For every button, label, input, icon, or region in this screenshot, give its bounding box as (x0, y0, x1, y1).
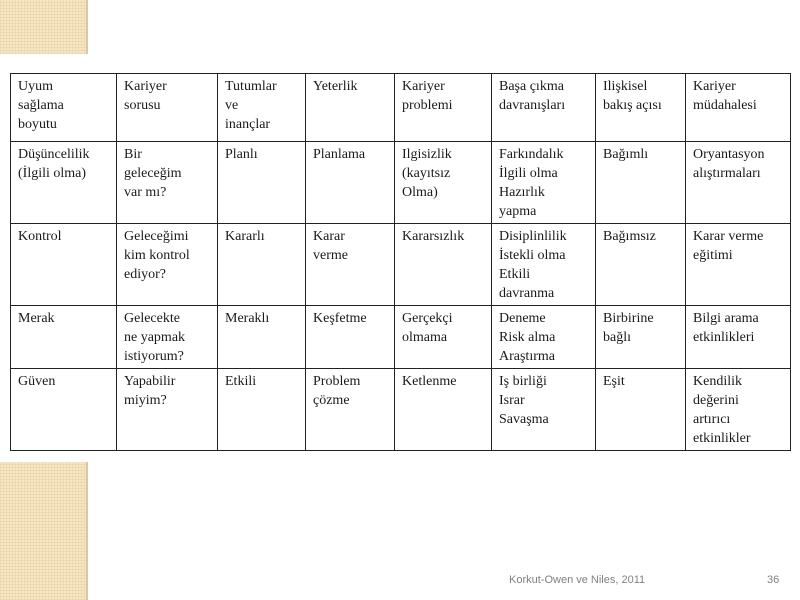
table-cell: Disiplinlilik İstekli olma Etkili davranma (492, 224, 596, 306)
table-cell: Ketlenme (395, 369, 492, 451)
table-cell: Meraklı (218, 306, 306, 369)
table-cell: Oryantasyon alıştırmaları (686, 142, 791, 224)
table-row (11, 224, 791, 306)
table-cell: Kararlı (218, 224, 306, 306)
table-cell: Eşit (596, 369, 686, 451)
table-cell: Merak (11, 306, 117, 369)
table-cell: Güven (11, 369, 117, 451)
career-adaptability-table (10, 73, 791, 451)
decorative-block-bottom (0, 462, 88, 600)
table-cell: Ilgisizlik (kayıtsız Olma) (395, 142, 492, 224)
footer-citation: Korkut-Owen ve Niles, 2011 (509, 574, 646, 586)
table-cell: Bağımsız (596, 224, 686, 306)
table-cell: Yapabilir miyim? (117, 369, 218, 451)
table-header-cell: Tutumlar ve inançlar (218, 74, 306, 142)
table-cell: Keşfetme (306, 306, 395, 369)
table-cell: Gerçekçi olmama (395, 306, 492, 369)
table-cell: Geleceğimi kim kontrol ediyor? (117, 224, 218, 306)
table-cell: Bilgi arama etkinlikleri (686, 306, 791, 369)
table-header-cell: Kariyer problemi (395, 74, 492, 142)
table-cell: Iş birliği Israr Savaşma (492, 369, 596, 451)
table-cell: Bir geleceğim var mı? (117, 142, 218, 224)
table-cell: Planlı (218, 142, 306, 224)
table-cell: Karar verme (306, 224, 395, 306)
table-cell: Farkındalık İlgili olma Hazırlık yapma (492, 142, 596, 224)
table-cell: Karar verme eğitimi (686, 224, 791, 306)
table-header-cell: Uyum sağlama boyutu (11, 74, 117, 142)
table-cell: Problem çözme (306, 369, 395, 451)
table-cell: Birbirine bağlı (596, 306, 686, 369)
table-cell: Düşüncelilik (İlgili olma) (11, 142, 117, 224)
table-cell: Bağımlı (596, 142, 686, 224)
table-row (11, 142, 791, 224)
table-cell: Kontrol (11, 224, 117, 306)
table-cell: Planlama (306, 142, 395, 224)
table-header-cell: Başa çıkma davranışları (492, 74, 596, 142)
table-header-cell: Yeterlik (306, 74, 395, 142)
table-header-cell: Kariyer müdahalesi (686, 74, 791, 142)
page-number: 36 (767, 574, 780, 586)
table-header-cell: Kariyer sorusu (117, 74, 218, 142)
table-header-cell: Ilişkisel bakış açısı (596, 74, 686, 142)
decorative-block-top (0, 0, 88, 54)
table-cell: Kararsızlık (395, 224, 492, 306)
table-cell: Etkili (218, 369, 306, 451)
table-row (11, 306, 791, 369)
table-cell: Kendilik değerini artırıcı etkinlikler (686, 369, 791, 451)
table-row (11, 369, 791, 451)
table-header-row (11, 74, 791, 142)
table-cell: Deneme Risk alma Araştırma (492, 306, 596, 369)
table-cell: Gelecekte ne yapmak istiyorum? (117, 306, 218, 369)
